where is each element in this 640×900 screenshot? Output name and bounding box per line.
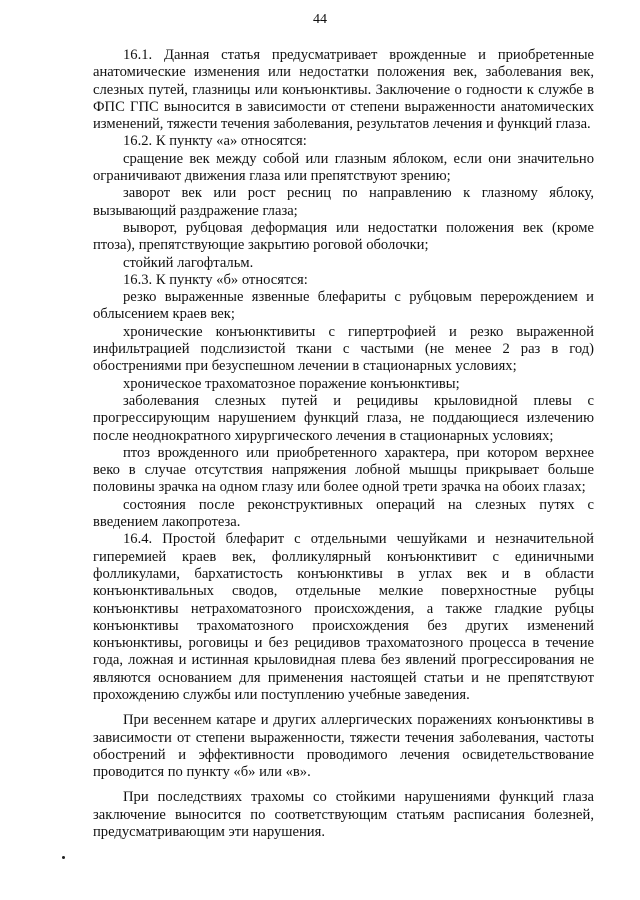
paragraph-spring-catarrh: При весеннем катаре и других аллергических поражениях конъюнктивы в зависимости от степени выраженности, тяжести течения заболевания, частоты обострений и эффективности проводимого лечения освидетельствование проводится по пункту «б» или «в». [93,712,594,781]
list-item: заболевания слезных путей и рецидивы крыловидной плевы с прогрессирующим нарушением функций глаза, не поддающиеся излечению после неоднократного хирургического лечения в стационарных условиях; [93,392,594,444]
list-item: хроническое трахоматозное поражение конъюнктивы; [123,375,460,392]
document-body [93,47,594,841]
list-item: птоз врожденного или приобретенного характера, при котором верхнее веко в случае отсутствия напряжения лобной мышцы прикрывает больше половины зрачка на одном глазу или более одной трети зрачка на обоих глазах; [93,444,594,496]
list-item: резко выраженные язвенные блефариты с рубцовым перерождением и облысением краев век; [93,289,594,323]
list-item: стойкий лагофтальм. [123,254,254,271]
list-item: сращение век между собой или глазным яблоком, если они значительно ограничивают движения глаза или препятствуют зрению; [93,150,594,185]
list-item: состояния после реконструктивных операций на слезных путях с введением лакопротеза. [93,496,594,531]
paragraph-16-1: 16.1. Данная статья предусматривает врожденные и приобретенные анатомические изменения или недостатки положения век, заболевания век, слезных путей, глазницы или конъюнктивы. Заключение о годности к службе в ФПС ГПС выносится в зависимости от степени выраженности анатомических изменений, тяжести течения заболевания, результатов лечения и функций глаза. [93,47,594,133]
list-item: выворот, рубцовая деформация или недостатки положения век (кроме птоза), препятствующие закрытию роговой оболочки; [93,219,594,254]
paragraph-16-2-heading: 16.2. К пункту «а» относятся: [123,133,307,150]
paragraph-16-3-heading: 16.3. К пункту «б» относятся: [123,271,308,288]
page-number: 44 [313,12,327,27]
scan-speck [62,856,65,859]
paragraph-trachoma-consequences: При последствиях трахомы со стойкими нарушениями функций глаза заключение выносится по соответствующим статьям расписания болезней, предусматривающим эти нарушения. [93,789,594,841]
list-item: заворот век или рост ресниц по направлению к глазному яблоку, вызывающий раздражение глаза; [93,185,594,219]
list-item: хронические конъюнктивиты с гипертрофией и резко выраженной инфильтрацией подслизистой ткани с частыми (не менее 2 раз в год) обострениями при безуспешном лечении в стационарных условиях; [93,323,594,375]
paragraph-16-4: 16.4. Простой блефарит с отдельными чешуйками и незначительной гиперемией краев век, фолликулярный конъюнктивит с единичными фолликулами, бархатистость конъюнктивы в углах век и в области конъюнктивальных сводов, отдельные мелкие поверхностные рубцы конъюнктивы нетрахоматозного происхождения, а также гладкие рубцы конъюнктивы трахоматозного происхождения без других изменений конъюнктивы, роговицы и без рецидивов трахоматозного процесса в течение года, ложная и истинная крыловидная плева без явлений прогрессирования не являются основанием для применения настоящей статьи и не препятствуют прохождению службы или поступлению учебные заведения. [93,531,594,703]
